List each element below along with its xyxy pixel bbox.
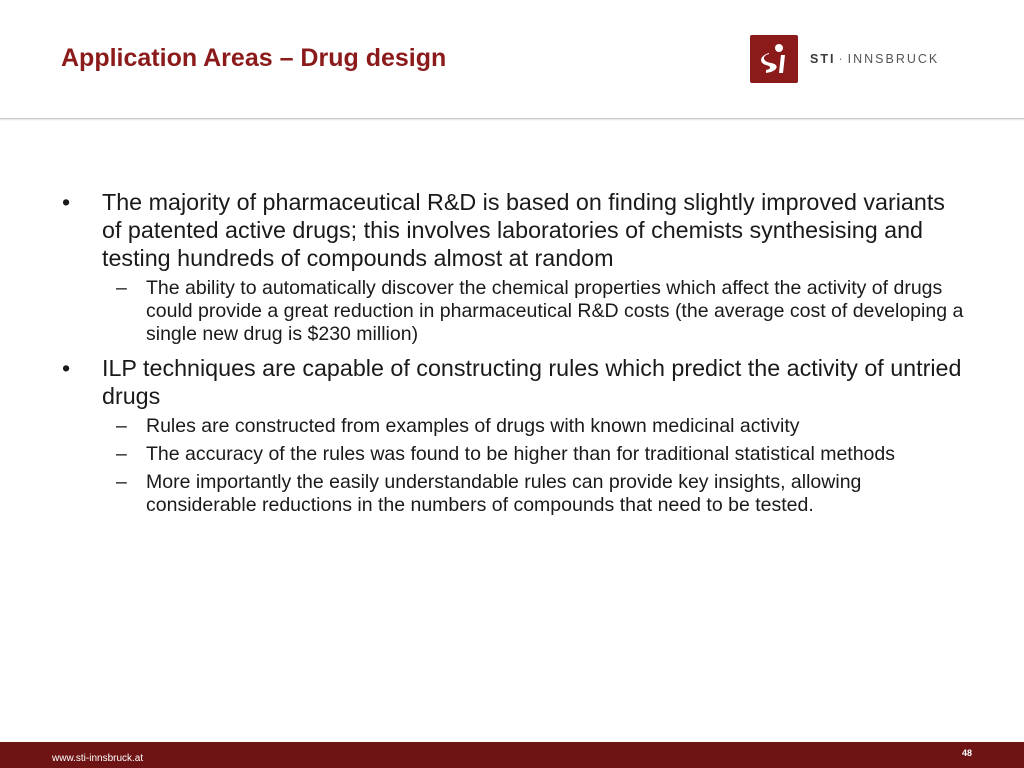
sub-bullet-item [116,277,970,346]
sub-bullet-mark: – [116,471,127,493]
logo-innsbruck: INNSBRUCK [847,52,940,66]
bullet-mark: • [62,355,71,381]
bullet-text: ILP techniques are capable of constructing rules which predict the activity of untried drugs [102,355,962,409]
header-divider-shadow [0,119,1024,121]
slide-title: Application Areas – Drug design [61,44,447,72]
sub-bullet-mark: – [116,415,127,437]
page-number: 48 [961,748,972,758]
sub-bullet-mark: – [116,443,127,465]
footer-url-link[interactable]: www.sti-innsbruck.at [52,753,144,764]
slide-body [60,182,970,517]
slide-header [0,0,1024,118]
sub-bullet-text: Rules are constructed from examples of drugs with known medicinal activity [146,415,800,437]
sub-bullet-list [116,277,970,346]
slide-footer [0,742,1024,768]
sub-bullet-list [116,415,970,517]
sub-bullet-item [116,415,970,438]
logo-separator: · [838,52,845,66]
sub-bullet-item [116,471,970,517]
bullet-item [60,354,970,410]
bullet-text: The majority of pharmaceutical R&D is based on finding slightly improved variants of patented active drugs; this involves laboratories of chemists synthesising and testing hundreds of compounds almost at random [102,189,945,271]
sub-bullet-text: The accuracy of the rules was found to be higher than for traditional statistical methods [146,443,895,465]
bullet-mark: • [62,189,71,215]
sti-logo-text [810,52,939,66]
sti-logo [750,34,939,84]
sub-bullet-text: The ability to automatically discover the chemical properties which affect the activity of drugs could provide a great reduction in pharmaceutical R&D costs (the average cost of developing a single new drug is $230 million) [146,277,964,345]
sub-bullet-text: More importantly the easily understandable rules can provide key insights, allowing considerable reductions in the numbers of compounds that need to be tested. [146,471,862,516]
sub-bullet-item [116,443,970,466]
bullet-item [60,188,970,272]
sti-logo-mark-icon [750,35,798,83]
sub-bullet-mark: – [116,277,127,299]
logo-sti: STI [810,52,836,66]
